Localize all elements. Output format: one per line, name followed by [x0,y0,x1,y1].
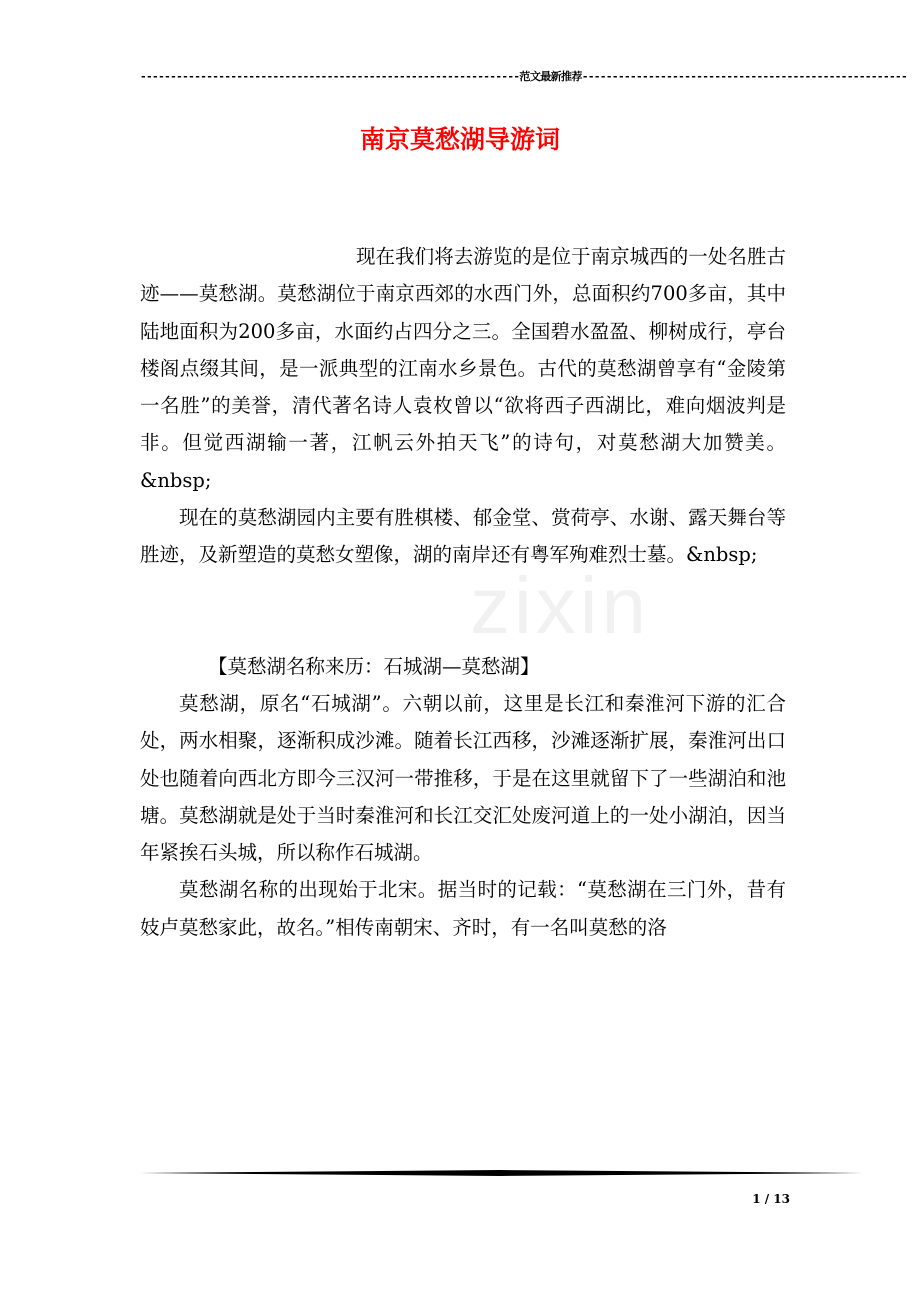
footer-divider [140,1170,863,1176]
paragraph-intro: 现在我们将去游览的是位于南京城西的一处名胜古迹——莫愁湖。莫愁湖位于南京西郊的水西门外，总面积约700多亩，其中陆地面积为200多亩，水面约占四分之三。全国碧水盈盈、柳树成行，亭台楼阁点缀其间，是一派典型的江南水乡景色。古代的莫愁湖曾享有“金陵第一名胜”的美誉，清代著名诗人袁枚曾以“欲将西子西湖比，难向烟波判是非。但觉西湖输一著，江帆云外拍天飞”的诗句，对莫愁湖大加赞美。&nbsp; [140,245,786,492]
page-number: 1 / 13 [752,1192,790,1206]
paragraph-spacer [140,574,786,648]
paragraph-attractions: 现在的莫愁湖园内主要有胜棋楼、郁金堂、赏荷亭、水谢、露天舞台等胜迹，及新塑造的莫愁女塑像，湖的南岸还有粤军殉难烈士墓。&nbsp; [140,506,786,567]
watermark: zixin [470,561,651,650]
page-title: 南京莫愁湖导游词 [359,125,560,154]
paragraph-name-history: 莫愁湖名称的出现始于北宋。据当时的记载：“莫愁湖在三门外，昔有妓卢莫愁家此，故名。”相传南朝宋、齐时，有一名叫莫愁的洛 [140,878,786,939]
header-banner: ---------------------------------------------------------------范文最新推荐------------------------------------------------------ [140,70,908,83]
paragraph-origin: 莫愁湖，原名“石城湖”。六朝以前，这里是长江和秦淮河下游的汇合处，两水相聚，逐渐积成沙滩。随着长江西移，沙滩逐渐扩展，秦淮河出口处也随着向西北方即今三汉河一带推移，于是在这里就留下了一些湖泊和池塘。莫愁湖就是处于当时秦淮河和长江交汇处废河道上的一处小湖泊，因当年紧挨石头城，所以称作石城湖。 [140,691,786,865]
document-body [140,238,786,946]
section-heading: 【莫愁湖名称来历：石城湖—莫愁湖】 [208,654,540,678]
